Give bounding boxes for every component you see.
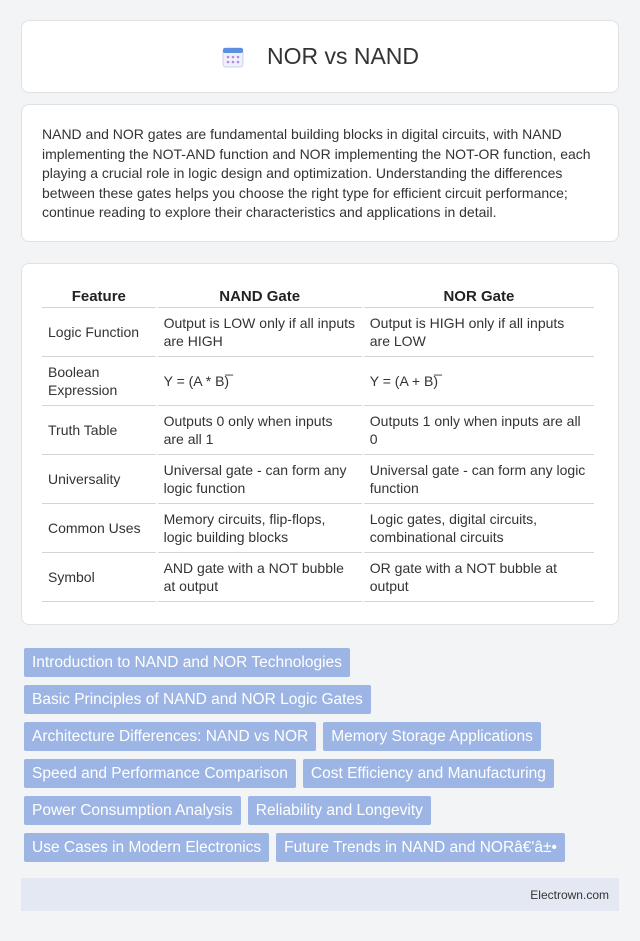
nand-cell: Y = (A * B)̅ [158,357,362,406]
page-title: NOR vs NAND [266,43,420,69]
table-row [42,504,594,553]
title-card [21,20,619,93]
tag-link[interactable]: Use Cases in Modern Electronics [24,833,269,862]
tag-link[interactable]: Reliability and Longevity [248,796,431,825]
feature-cell: Universality [42,455,156,504]
tag-link[interactable]: Speed and Performance Comparison [24,759,296,788]
tag-link[interactable]: Power Consumption Analysis [24,796,241,825]
feature-cell: Symbol [42,553,156,602]
header-nand: NAND Gate [158,285,362,308]
comparison-table-card [21,263,619,625]
tag-link[interactable]: Cost Efficiency and Manufacturing [303,759,554,788]
tag-link[interactable]: Future Trends in NAND and NORâ€'â±• [276,833,565,862]
nor-cell: Universal gate - can form any logic function [364,455,594,504]
table-row [42,455,594,504]
table-row [42,553,594,602]
header-feature: Feature [42,285,156,308]
comparison-table [40,285,596,602]
nand-cell: AND gate with a NOT bubble at output [158,553,362,602]
nand-cell: Output is LOW only if all inputs are HIGH [158,308,362,357]
table-row [42,308,594,357]
tag-link[interactable]: Introduction to NAND and NOR Technologies [24,648,350,677]
topic-tags [24,648,594,862]
feature-cell: Logic Function [42,308,156,357]
table-header-row [42,285,594,308]
nand-cell: Universal gate - can form any logic function [158,455,362,504]
intro-text: NAND and NOR gates are fundamental building blocks in digital circuits, with NAND implementing the NOT-AND function and NOR implementing the NOT-OR function, each playing a crucial role in logic design and optimization. Understanding the differences between these gates helps you choose the right type for efficient circuit performance; continue reading to explore their characteristics and applications in detail. [42,126,591,221]
tag-link[interactable]: Architecture Differences: NAND vs NOR [24,722,316,751]
feature-cell: Common Uses [42,504,156,553]
intro-card [21,104,619,242]
footer-site-name[interactable]: Electrown.com [530,887,609,902]
nand-cell: Outputs 0 only when inputs are all 1 [158,406,362,455]
nand-cell: Memory circuits, flip-flops, logic building blocks [158,504,362,553]
table-row [42,406,594,455]
nor-cell: Outputs 1 only when inputs are all 0 [364,406,594,455]
header-nor: NOR Gate [364,285,594,308]
nor-cell: OR gate with a NOT bubble at output [364,553,594,602]
nor-cell: Y = (A + B)̅ [364,357,594,406]
table-row [42,357,594,406]
tag-link[interactable]: Memory Storage Applications [323,722,541,751]
calendar-icon [221,45,245,69]
tag-link[interactable]: Basic Principles of NAND and NOR Logic Gates [24,685,371,714]
nor-cell: Logic gates, digital circuits, combinational circuits [364,504,594,553]
feature-cell: Boolean Expression [42,357,156,406]
footer [21,878,619,911]
nor-cell: Output is HIGH only if all inputs are LOW [364,308,594,357]
feature-cell: Truth Table [42,406,156,455]
